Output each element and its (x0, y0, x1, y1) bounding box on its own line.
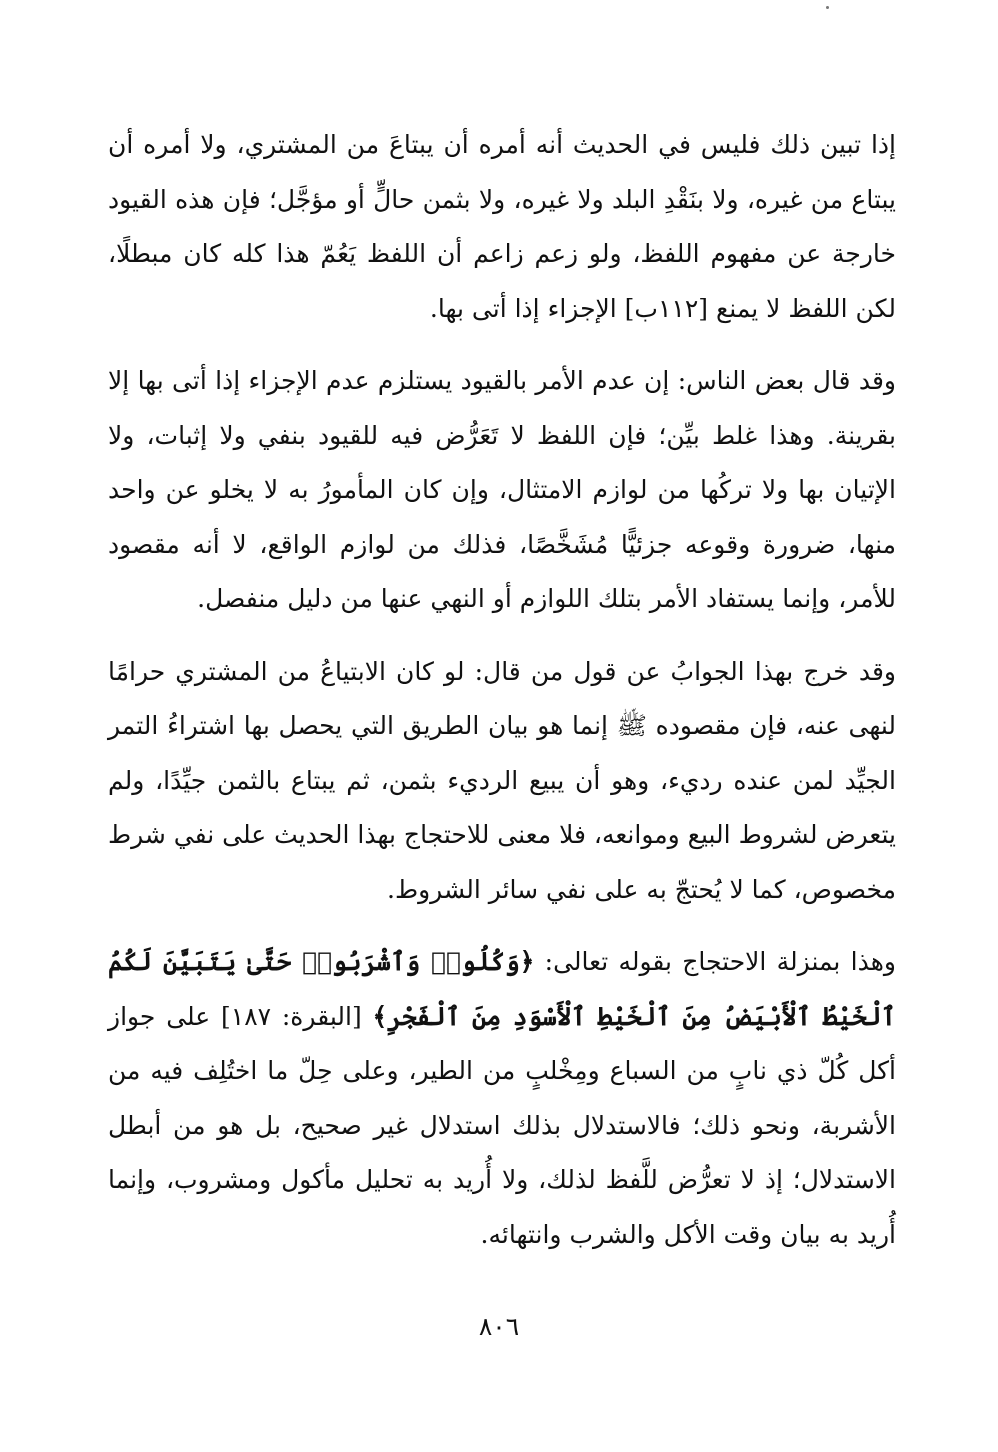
scan-speck (826, 6, 829, 9)
paragraph-3: وقد خرج بهذا الجوابُ عن قول من قال: لو كان الابتياعُ من المشتري حرامًا لنهى عنه، فإن مقصوده ﷺ إنما هو بيان الطريق التي يحصل بها اشتراءُ التمر الجيِّد لمن عنده رديء، وهو أن يبيع الرديء بثمن، ثم يبتاع بالثمن جيِّدًا، ولم يتعرض لشروط البيع وموانعه، فلا معنى للاحتجاج بهذا الحديث على نفي شرط مخصوص، كما لا يُحتجّ به على نفي سائر الشروط. (107, 656, 896, 904)
paragraph-1: إذا تبين ذلك فليس في الحديث أنه أمره أن يبتاعَ من المشتري، ولا أمره أن يبتاع من غيره، ولا بنَقْدِ البلد ولا غيره، ولا بثمن حالٍّ أو مؤجَّل؛ فإن هذه القيود خارجة عن مفهوم اللفظ، ولو زعم زاعم أن اللفظ يَعُمّ هذا كله كان مبطلًا، لكن اللفظ لا يمنع [١١٢ب] الإجزاء إذا أتى بها. (108, 130, 897, 323)
page-body (108, 118, 896, 1280)
quran-verse: ﴿وَكُلُوا۟ وَٱشْرَبُوا۟ حَتَّىٰ يَتَبَيَّنَ لَكُمُ ٱلْخَيْطُ ٱلْأَبْيَضُ مِنَ ٱلْخَيْطِ ٱلْأَسْوَدِ مِنَ ٱلْفَجْرِ﴾ (108, 947, 896, 1031)
paragraph-2: وقد قال بعض الناس: إن عدم الأمر بالقيود يستلزم عدم الإجزاء إذا أتى بها إلا بقرينة. وهذا غلط بيِّن؛ فإن اللفظ لا تَعَرُّض فيه للقيود بنفي ولا إثبات، ولا الإتيان بها ولا تركُها من لوازم الامتثال، وإن كان المأمورُ به لا يخلو عن واحد منها، ضرورة وقوعه جزئيًّا مُشَخَّصًا، فذلك من لوازم الواقع، لا أنه مقصود للأمر، وإنما يستفاد الأمر بتلك اللوازم أو النهي عنها من دليل منفصل. (108, 366, 896, 613)
paragraph-4-intro: وهذا بمنزلة الاحتجاج بقوله تعالى: (534, 947, 896, 976)
paragraph-4 (108, 935, 896, 1262)
page-number: ٨٠٦ (478, 1312, 520, 1341)
paragraph-4-rest: [البقرة: ١٨٧] على جواز أكل كُلّ ذي نابٍ من السباع ومِخْلبٍ من الطير، وعلى حِلّ ما اختُلِف فيه من الأشربة، ونحو ذلك؛ فالاستدلال بذلك استدلال غير صحيح، بل هو من أبطل الاستدلال؛ إذ لا تعرُّض للَّفظ لذلك، ولا أُريد به تحليل مأكول ومشروب، وإنما أُريد به بيان وقت الأكل والشرب وانتهائه. (108, 1001, 896, 1249)
